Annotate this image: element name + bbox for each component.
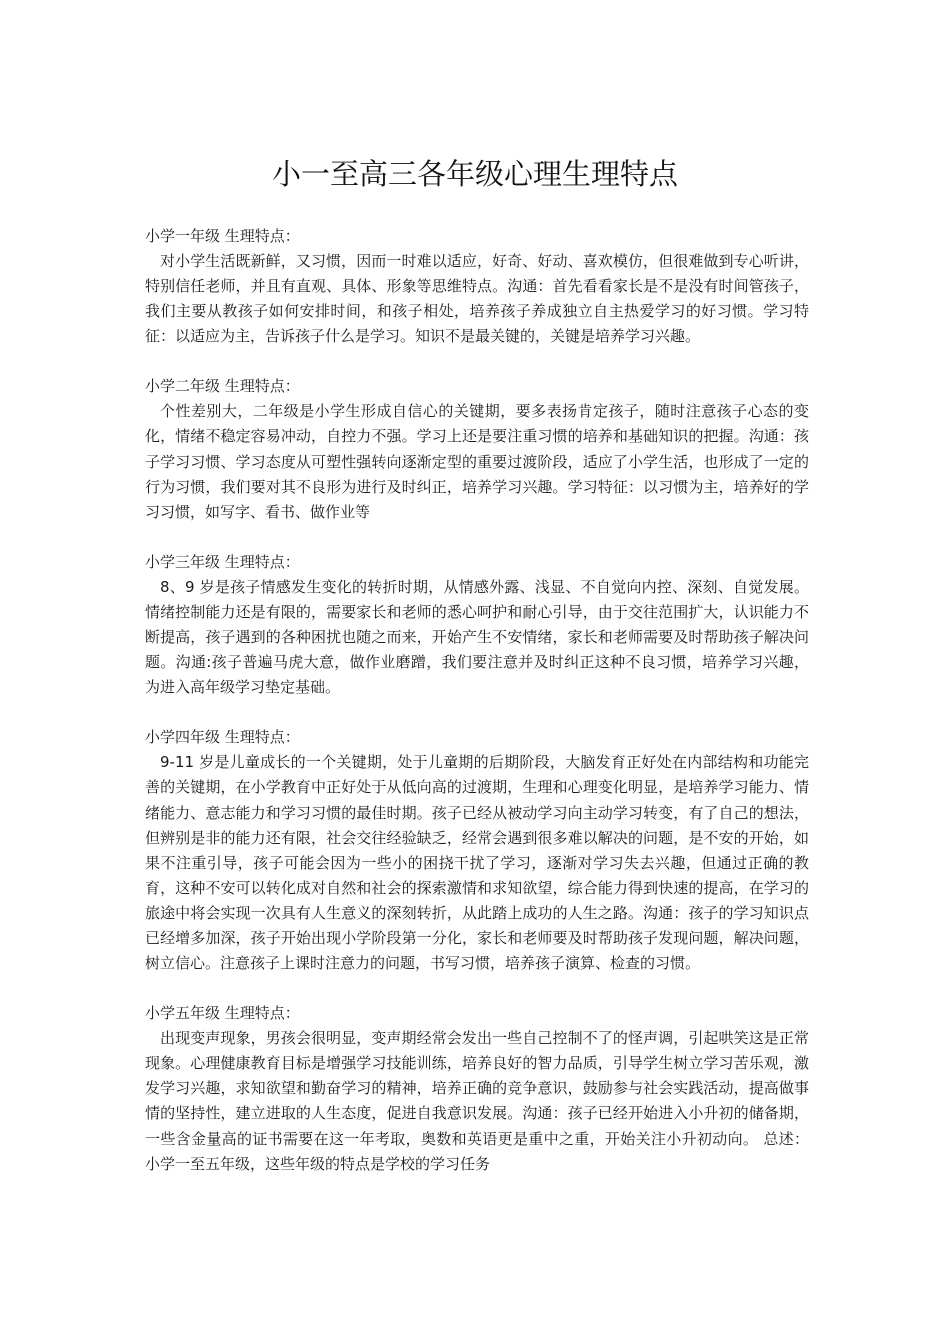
section-grade-3 — [145, 550, 809, 700]
section-heading: 小学五年级 生理特点： — [145, 1004, 300, 1023]
section-grade-2 — [145, 374, 809, 524]
section-heading: 小学二年级 生理特点： — [145, 377, 300, 396]
section-grade-5 — [145, 1001, 809, 1177]
document-title: 小一至高三各年级心理生理特点 — [271, 157, 678, 191]
document-content — [145, 224, 809, 1202]
section-heading: 小学三年级 生理特点： — [145, 552, 300, 571]
section-body: 9-11 岁是儿童成长的一个关键期，处于儿童期的后期阶段，大脑发育正好处在内部结构和功能完善的关键期，在小学教育中正好处于从低向高的过渡期，生理和心理变化明显，是培养学习能力、情绪能力、意志能力和学习习惯的最佳时期。孩子已经从被动学习向主动学习转变，有了自己的想法，但辨别是非的能力还有限，社会交往经验缺乏，经常会遇到很多难以解决的问题，是不安的开始，如果不注重引导，孩子可能会因为一些小的困挠干扰了学习，逐渐对学习失去兴趣，但通过正确的教育，这种不安可以转化成对自然和社会的探索激情和求知欲望，综合能力得到快速的提高，在学习的旅途中将会实现一次具有人生意义的深刻转折，从此踏上成功的人生之路。沟通：孩子的学习知识点已经增多加深，孩子开始出现小学阶段第一分化，家长和老师要及时帮助孩子发现问题，解决问题，树立信心。注意孩子上课时注意力的问题，书写习惯，培养孩子演算、检查的习惯。 — [145, 753, 809, 973]
section-heading: 小学一年级 生理特点： — [145, 227, 300, 245]
section-body: 8、9 岁是孩子情感发生变化的转折时期，从情感外露、浅显、不自觉向内控、深刻、自觉发展。情绪控制能力还是有限的，需要家长和老师的悉心呵护和耐心引导，由于交往范围扩大，认识能力不断提高，孩子遇到的各种困扰也随之而来，开始产生不安情绪，家长和老师需要及时帮助孩子解决问题。沟通:孩子普遍马虎大意，做作业磨蹭，我们要注意并及时纠正这种不良习惯，培养学习兴趣，为进入高年级学习垫定基础。 — [145, 577, 809, 697]
section-body: 个性差别大，二年级是小学生形成自信心的关键期，要多表扬肯定孩子，随时注意孩子心态的变化，情绪不稳定容易冲动，自控力不强。学习上还是要注重习惯的培养和基础知识的把握。沟通：孩子学习习惯、学习态度从可塑性强转向逐渐定型的重要过渡阶段，适应了小学生活，也形成了一定的行为习惯，我们要对其不良形为进行及时纠正，培养学习兴趣。学习特征：以习惯为主，培养好的学习习惯，如写字、看书、做作业等 — [145, 402, 809, 521]
section-grade-4 — [145, 725, 809, 976]
section-grade-1 — [145, 224, 809, 349]
section-body: 出现变声现象，男孩会很明显，变声期经常会发出一些自己控制不了的怪声调，引起哄笑这是正常现象。心理健康教育目标是增强学习技能训练，培养良好的智力品质，引导学生树立学习苦乐观，激发学习兴趣，求知欲望和勤奋学习的精神，培养正确的竞争意识，鼓励参与社会实践活动，提高做事情的坚持性，建立进取的人生态度，促进自我意识发展。沟通：孩子已经开始进入小升初的储备期，一些含金量高的证书需要在这一年考取，奥数和英语更是重中之重，开始关注小升初动向。 总述：小学一至五年级，这些年级的特点是学校的学习任务 — [145, 1029, 809, 1173]
section-heading: 小学四年级 生理特点： — [145, 728, 300, 747]
section-body: 对小学生活既新鲜，又习惯，因而一时难以适应，好奇、好动、喜欢模仿，但很难做到专心听讲，特别信任老师，并且有直观、具体、形象等思维特点。沟通：首先看看家长是不是没有时间管孩子，我们主要从教孩子如何安排时间，和孩子相处，培养孩子养成独立自主热爱学习的好习惯。学习特征：以适应为主，告诉孩子什么是学习。知识不是最关键的，关键是培养学习兴趣。 — [145, 252, 809, 346]
